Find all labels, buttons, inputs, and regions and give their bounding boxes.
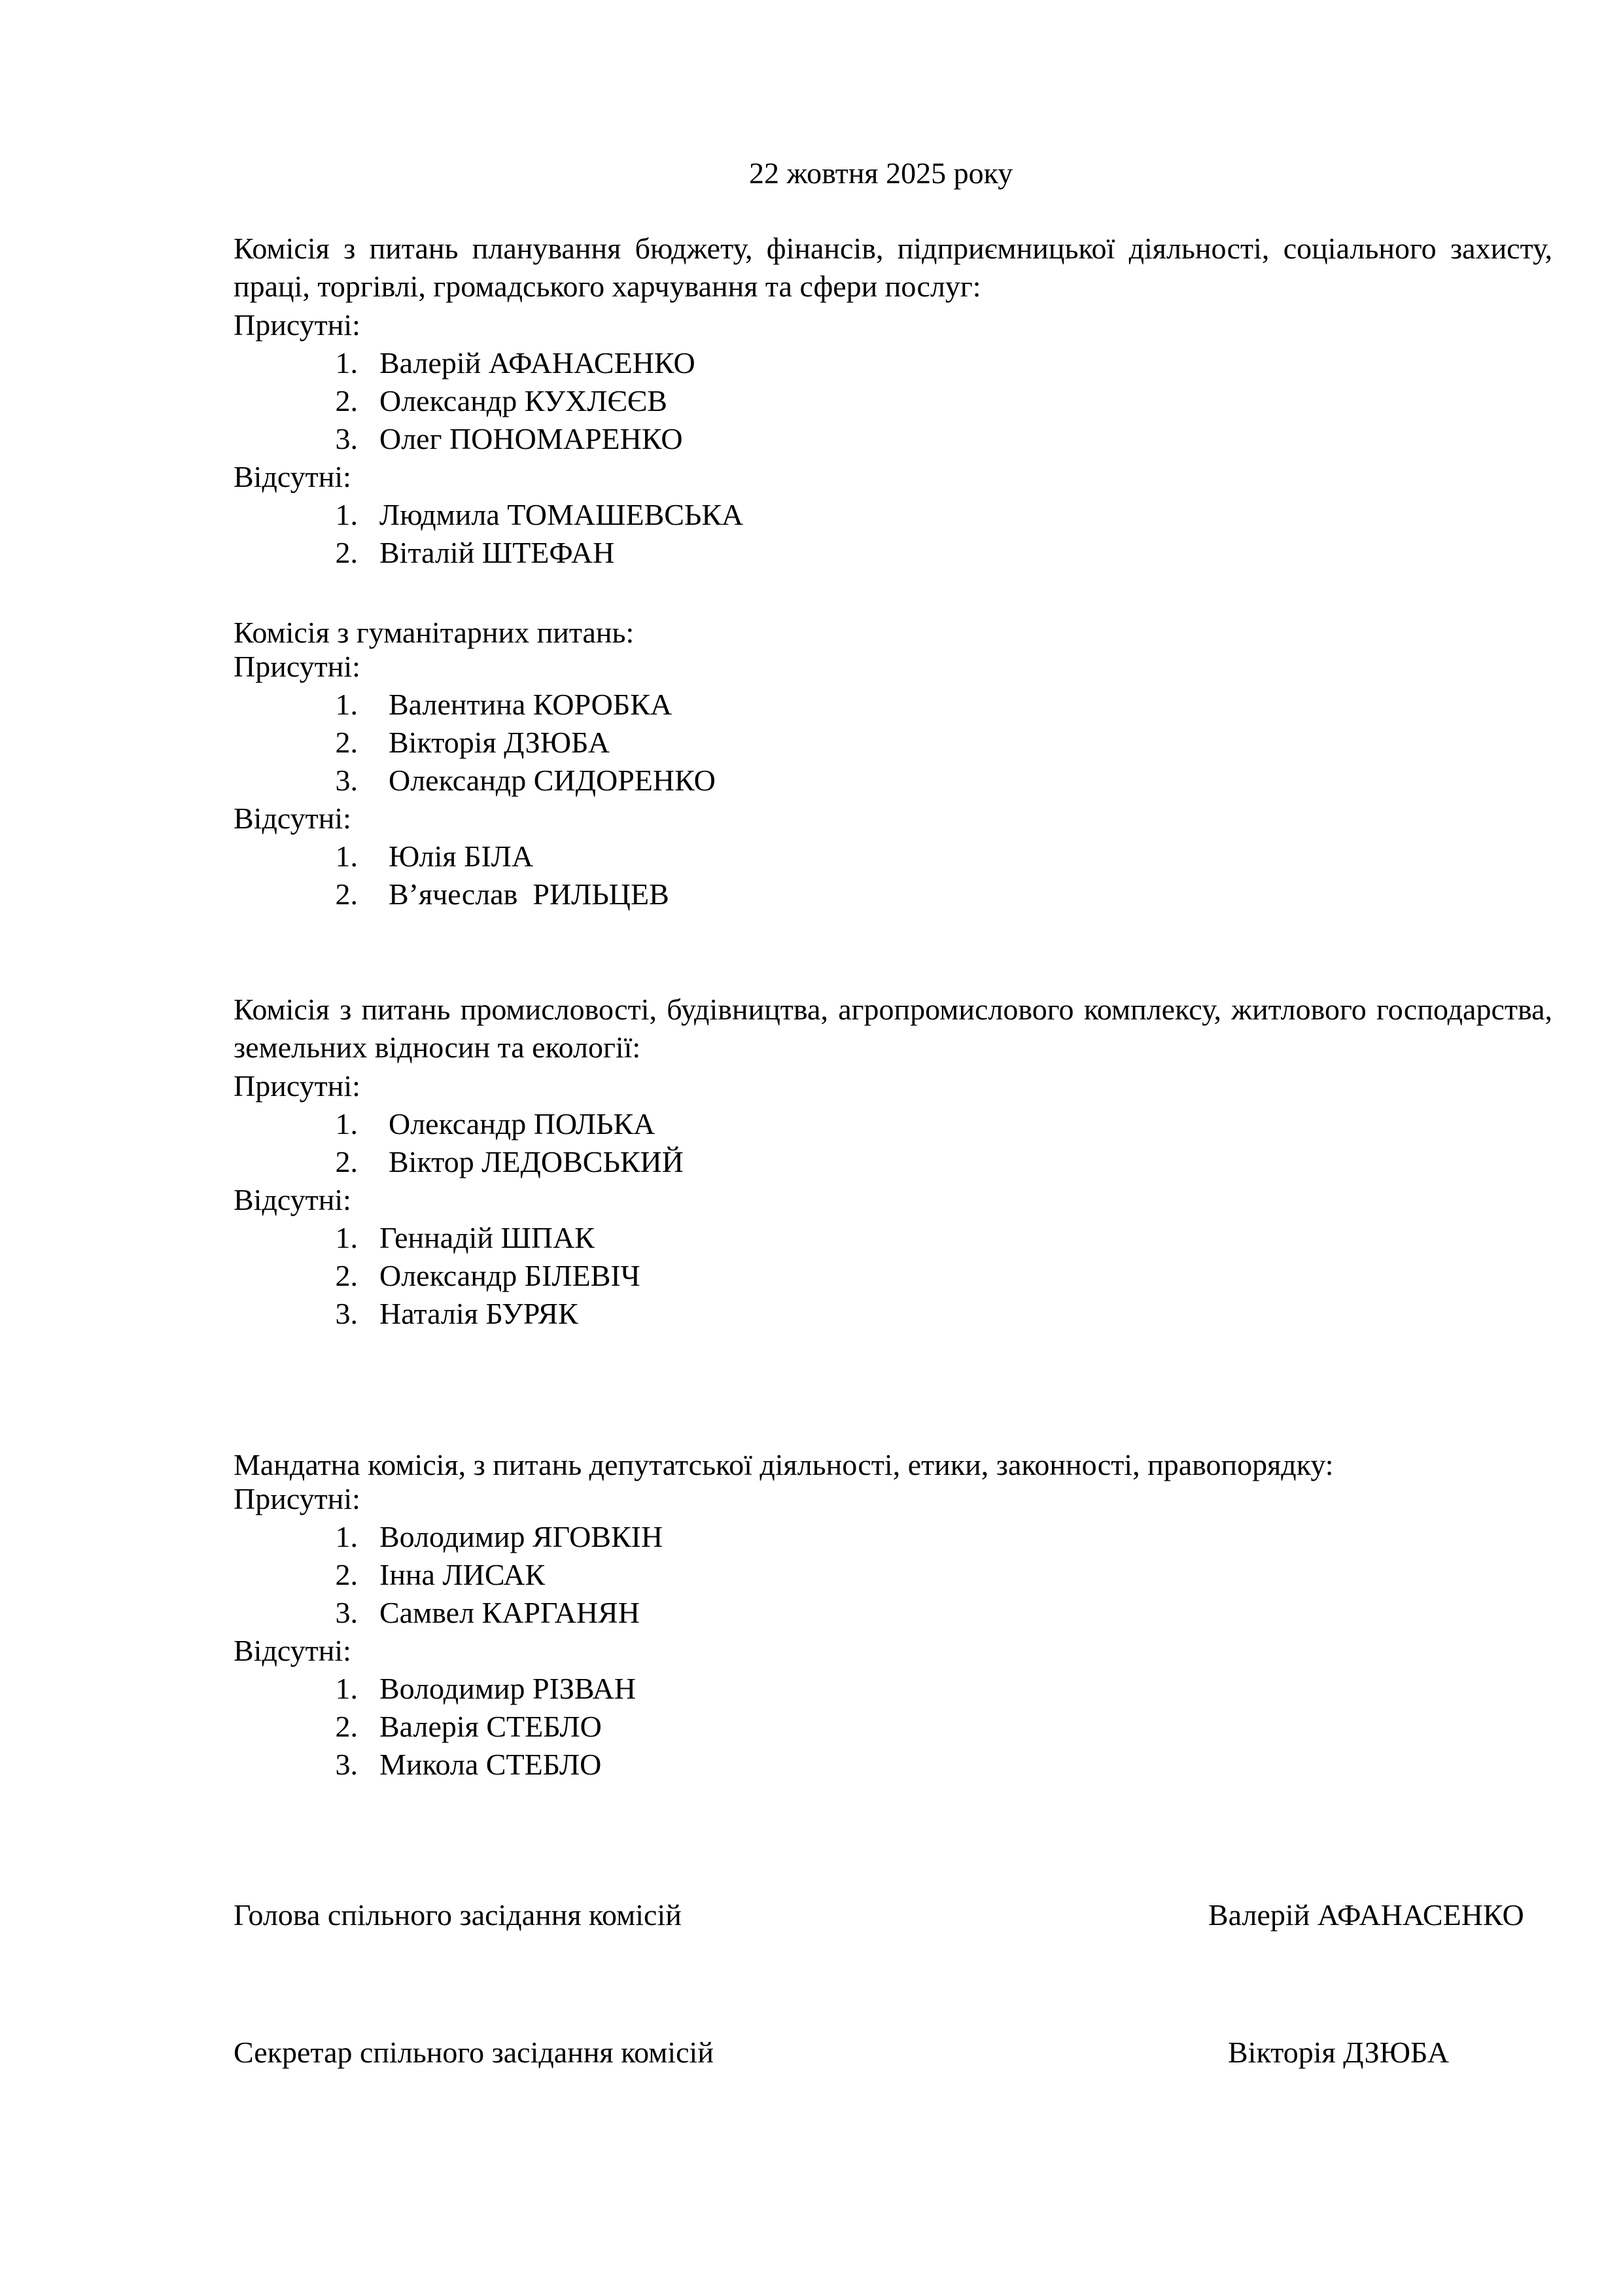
member-name: Інна ЛИСАК: [379, 1558, 546, 1591]
member-name: Віктор ЛЕДОВСЬКИЙ: [389, 1145, 684, 1178]
committee-title: Комісія з гуманітарних питань:: [234, 616, 635, 649]
list-number: 3.: [335, 764, 358, 797]
member-name: Олег ПОНОМАРЕНКО: [379, 422, 683, 455]
member-name: Микола СТЕБЛО: [379, 1748, 602, 1781]
present-label: Присутні:: [234, 650, 360, 683]
present-label: Присутні:: [234, 1482, 360, 1515]
member-name: Самвел КАРГАНЯН: [379, 1596, 640, 1629]
present-label: Присутні:: [234, 1069, 360, 1103]
member-name: Олександр КУХЛЄЄВ: [379, 384, 667, 417]
present-label: Присутні:: [234, 308, 360, 342]
member-name: Віталій ШТЕФАН: [379, 536, 615, 569]
list-number: 2.: [335, 1259, 358, 1292]
list-number: 2.: [335, 1558, 358, 1591]
member-name: В’ячеслав РИЛЬЦЕВ: [389, 877, 669, 911]
list-number: 2.: [335, 384, 358, 417]
member-name: Олександр БІЛЕВІЧ: [379, 1259, 640, 1292]
list-number: 1.: [335, 839, 358, 873]
absent-label: Відсутні:: [234, 1634, 351, 1667]
list-number: 1.: [335, 1221, 358, 1254]
document-date: 22 жовтня 2025 року: [749, 156, 1013, 190]
list-number: 2.: [335, 877, 358, 911]
list-number: 1.: [335, 346, 358, 380]
signature-title-secretary: Секретар спільного засідання комісій: [234, 2036, 714, 2069]
list-number: 3.: [335, 1596, 358, 1629]
list-number: 3.: [335, 422, 358, 455]
member-name: Олександр ПОЛЬКА: [389, 1107, 655, 1140]
member-name: Геннадій ШПАК: [379, 1221, 595, 1254]
committee-title: Комісія з питань промисловості, будівництва, агропромислового комплексу, житлового господарства, земельних відносин та екології:: [234, 993, 1552, 1064]
member-name: Валентина КОРОБКА: [389, 688, 672, 721]
absent-label: Відсутні:: [234, 460, 351, 493]
member-name: Юлія БІЛА: [389, 839, 534, 873]
absent-label: Відсутні:: [234, 802, 351, 835]
member-name: Наталія БУРЯК: [379, 1297, 578, 1330]
list-number: 2.: [335, 726, 358, 759]
list-number: 2.: [335, 536, 358, 569]
committee-title: Комісія з питань планування бюджету, фінансів, підприємницької діяльності, соціального захисту, праці, торгівлі, громадського харчування та сфери послуг:: [234, 232, 1552, 303]
signature-title-chair: Голова спільного засідання комісій: [234, 1898, 682, 1932]
list-number: 3.: [335, 1748, 358, 1781]
signature-name-secretary: Вікторія ДЗЮБА: [1228, 2036, 1450, 2069]
member-name: Олександр СИДОРЕНКО: [389, 764, 716, 797]
absent-label: Відсутні:: [234, 1183, 351, 1216]
committee-title: Мандатна комісія, з питань депутатської діяльності, етики, законності, правопорядку:: [234, 1448, 1334, 1481]
member-name: Людмила ТОМАШЕВСЬКА: [379, 498, 744, 531]
member-name: Валерія СТЕБЛО: [379, 1710, 602, 1743]
signature-name-chair: Валерій АФАНАСЕНКО: [1208, 1898, 1524, 1932]
member-name: Вікторія ДЗЮБА: [389, 726, 610, 759]
list-number: 1.: [335, 1107, 358, 1140]
list-number: 3.: [335, 1297, 358, 1330]
member-name: Валерій АФАНАСЕНКО: [379, 346, 695, 380]
list-number: 1.: [335, 1672, 358, 1705]
member-name: Володимир ЯГОВКІН: [379, 1520, 663, 1553]
list-number: 1.: [335, 688, 358, 721]
member-name: Володимир РІЗВАН: [379, 1672, 637, 1705]
list-number: 1.: [335, 498, 358, 531]
list-number: 2.: [335, 1710, 358, 1743]
list-number: 1.: [335, 1520, 358, 1553]
list-number: 2.: [335, 1145, 358, 1178]
